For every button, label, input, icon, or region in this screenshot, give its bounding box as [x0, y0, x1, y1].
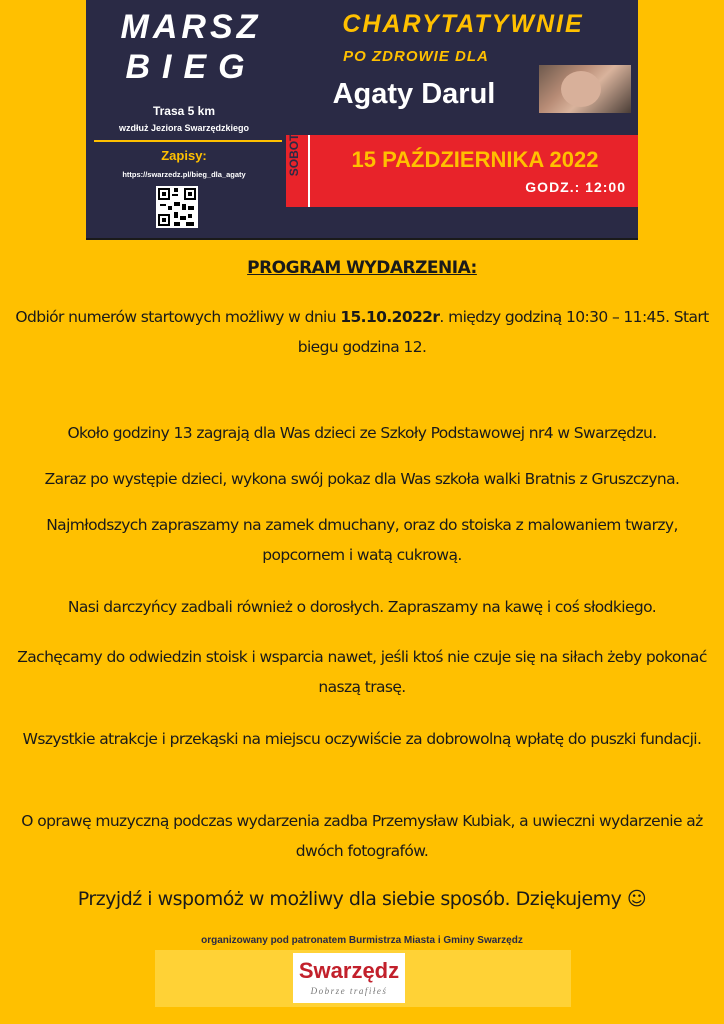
- banner-charity-title: CHARYTATYWNIE: [342, 10, 584, 38]
- program-paragraph-martial-arts: Zaraz po występie dzieci, wykona swój pokaz dla Was szkoła walki Bratnis z Gruszczyna.: [44, 470, 680, 488]
- day-label: SOBOTA: [287, 125, 301, 177]
- logo-tagline: Dobrze trafiłeś: [310, 986, 388, 996]
- beneficiary-photo: [539, 65, 631, 113]
- program-paragraph-attractions: Wszystkie atrakcje i przekąski na miejscu oczywiście za dobrowolną wpłatę do puszki fundacji.: [22, 730, 702, 748]
- banner-subtitle: PO ZDROWIE DLA: [343, 48, 489, 65]
- route-location: wzdłuż Jeziora Swarzędzkiego: [118, 123, 250, 133]
- photo-face: [561, 71, 601, 107]
- program-paragraph-support: Zachęcamy do odwiedzin stoisk i wsparcia nawet, jeśli ktoś nie czuje się na siłach żeby pokonać naszą trasę.: [17, 648, 707, 696]
- event-banner: [86, 0, 638, 238]
- logo-name: Swarzędz: [298, 958, 400, 983]
- thank-you-line: Przyjdź i wspomóż w możliwy dla siebie sposób. Dziękujemy ☺: [77, 888, 647, 910]
- banner-divider: [94, 140, 282, 142]
- program-paragraph-donors: Nasi darczyńcy zadbali również o dorosłych. Zapraszamy na kawę i coś słodkiego.: [67, 598, 657, 616]
- program-paragraph-pickup: [8, 302, 716, 362]
- registration-url[interactable]: https://swarzedz.pl/bieg_dla_agaty: [122, 170, 246, 179]
- pickup-date: 15.10.2022r: [340, 308, 440, 326]
- banner-underline: [86, 238, 638, 240]
- route-length: Trasa 5 km: [152, 104, 216, 118]
- logo-area: [155, 950, 571, 1007]
- day-strip: [286, 125, 310, 207]
- banner-marsz: MARSZ: [120, 8, 262, 46]
- swarzedz-logo: [293, 953, 405, 1003]
- registration-label: Zapisy:: [161, 148, 207, 163]
- banner-bieg: BIEG: [125, 48, 257, 86]
- event-time: GODZ.: 12:00: [525, 179, 626, 195]
- program-title: PROGRAM WYDARZENIA:: [247, 258, 477, 278]
- beneficiary-name: Agaty Darul: [332, 78, 496, 110]
- pickup-text-start: Odbiór numerów startowych możliwy w dniu: [15, 308, 341, 326]
- pickup-text-end: . między godziną 10:30 – 11:45. Start biegu godzina 12.: [297, 308, 709, 356]
- program-paragraph-music: O oprawę muzyczną podczas wydarzenia zadba Przemysław Kubiak, a uwieczni wydarzenie aż dwóch fotografów.: [21, 812, 703, 860]
- program-paragraph-music-school: Około godziny 13 zagrają dla Was dzieci ze Szkoły Podstawowej nr4 w Swarzędzu.: [67, 424, 657, 442]
- patronage-note: organizowany pod patronatem Burmistrza Miasta i Gminy Swarzędz: [201, 935, 523, 946]
- event-date: 15 PAŹDZIERNIKA 2022: [351, 147, 599, 172]
- program-paragraph-kids: Najmłodszych zapraszamy na zamek dmuchany, oraz do stoiska z malowaniem twarzy, popcornem i watą cukrową.: [46, 516, 678, 564]
- date-box: [286, 125, 638, 207]
- qr-code-icon[interactable]: [156, 186, 198, 228]
